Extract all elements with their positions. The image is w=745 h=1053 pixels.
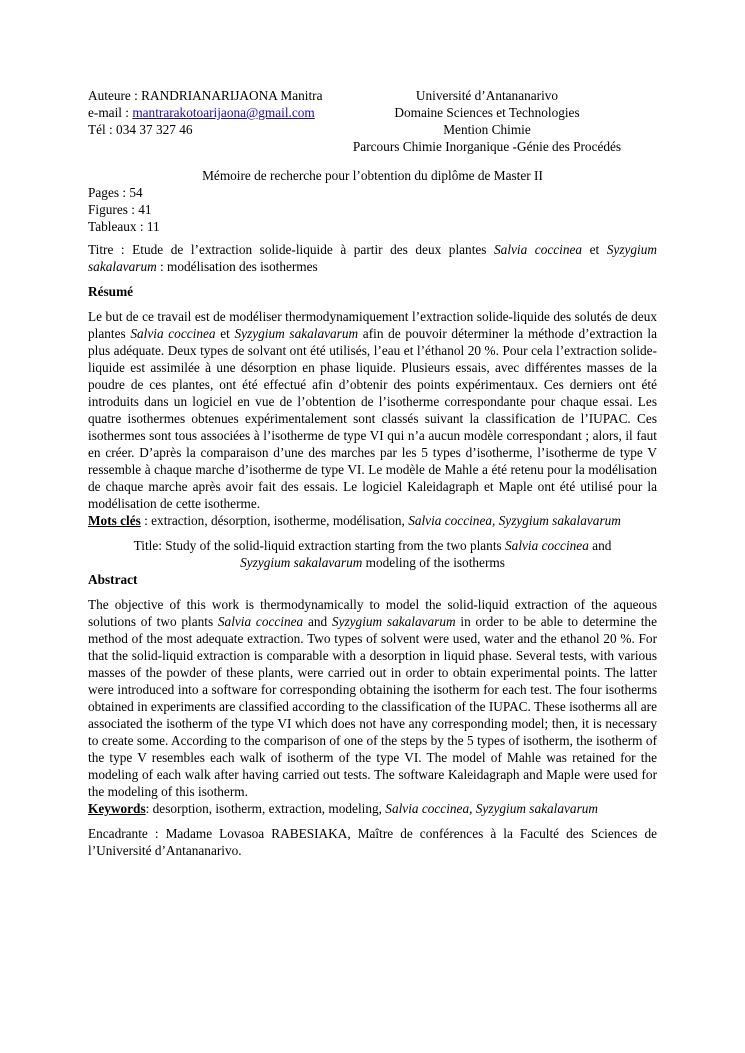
- encadrante: Encadrante : Madame Lovasoa RABESIAKA, Maître de conférences à la Faculté des Sciences de l’Université d’Antananarivo.: [88, 826, 657, 858]
- abstract-heading: Abstract: [88, 572, 138, 587]
- parcours-line: Parcours Chimie Inorganique -Génie des Procédés: [352, 139, 622, 154]
- author-line: Auteure : RANDRIANARIJAONA Manitra: [88, 88, 323, 103]
- keywords-label: Keywords: [88, 801, 146, 816]
- institution-block: [337, 87, 637, 155]
- resume-heading: Résumé: [88, 284, 134, 299]
- title-en-plant1: Salvia coccinea: [505, 538, 589, 553]
- stats-block: [88, 184, 657, 235]
- abstract-plant1: Salvia coccinea: [217, 614, 304, 629]
- titre-fr-and: et: [582, 242, 607, 257]
- title-en-prefix: Title: Study of the solid-liquid extraction starting from the two plants: [133, 538, 506, 553]
- abstract-text: [88, 596, 657, 800]
- email-label: e-mail :: [88, 105, 133, 120]
- mention-line: Mention Chimie: [443, 122, 531, 137]
- resume-p2: afin de pouvoir déterminer la méthode d’extraction la plus adéquate. Deux types de solvant ont été utilisés, l’eau et l’éthanol 20 %. Pour cela l’extraction solide-liquide est assimilée à une désorption en phase liquide. Plusieurs essais, avec différentes masses de la poudre de ces plantes, ont été effectué afin d’obtenir des points expérimentaux. Ces derniers ont été introduits dans un logiciel en vue de l’obtention de l’isotherme correspondante pour chaque essai. Les quatre isothermes obtenues expérimentalement sont classés suivant la classification de l’IUPAC. Ces isothermes sont tous associées à l’isotherme de type VI qui n’a aucun modèle correspondant ; alors, il faut en créer. D’après la comparaison d’une des marches par les 5 types d’isotherme, l’isotherme de type V ressemble à chaque marche d’isotherme de type VI. Le modèle de Mahle a été retenu pour la modélisation de chaque marche après avoir fait des essais. Le logiciel Kaleidagraph et Maple ont été utilisé pour la modélisation de cette isotherme.: [88, 326, 657, 511]
- memoire-line: Mémoire de recherche pour l’obtention du diplôme de Master II: [202, 168, 543, 183]
- resume-text: [88, 308, 657, 512]
- header: [88, 87, 657, 157]
- title-en-and: and: [588, 538, 612, 553]
- resume-p1: Le but de ce travail est de modéliser thermodynamiquement l’extraction solide-liquide des solutés de deux plantes: [88, 309, 657, 341]
- titre-fr-suffix: : modélisation des isothermes: [156, 259, 318, 274]
- document-body: [88, 167, 657, 859]
- mots-cles-list: : extraction, désorption, isotherme, modélisation,: [140, 513, 409, 528]
- mots-cles: [88, 512, 657, 529]
- titre-fr: [88, 241, 657, 275]
- resume-plant2: Syzygium sakalavarum: [234, 326, 359, 341]
- keywords: [88, 800, 657, 817]
- email-link[interactable]: mantrarakotoarijaona@gmail.com: [132, 105, 315, 120]
- figures-count: Figures : 41: [88, 202, 152, 217]
- resume-plant1: Salvia coccinea: [130, 326, 216, 341]
- abstract-p1: The objective of this work is thermodynamically to model the solid-liquid extraction of the aqueous solutions of two plants: [88, 597, 657, 629]
- domain-line: Domaine Sciences et Technologies: [394, 105, 580, 120]
- titre-fr-prefix: Titre : Etude de l’extraction solide-liquide à partir des deux plantes: [88, 242, 495, 257]
- mots-cles-plants: Salvia coccinea, Syzygium sakalavarum: [408, 513, 621, 528]
- mots-cles-label: Mots clés: [88, 513, 141, 528]
- tableaux-count: Tableaux : 11: [88, 219, 160, 234]
- title-en-plant2: Syzygium sakalavarum: [240, 555, 363, 570]
- abstract-plant2: Syzygium sakalavarum: [331, 614, 456, 629]
- resume-and: et: [215, 326, 235, 341]
- title-en: [88, 537, 657, 571]
- title-en-suffix: modeling of the isotherms: [362, 555, 505, 570]
- phone-line: Tél : 034 37 327 46: [88, 122, 193, 137]
- university-line: Université d’Antananarivo: [415, 88, 559, 103]
- titre-fr-plant2: Syzygium sakalavarum: [88, 242, 657, 274]
- keywords-plants: Salvia coccinea, Syzygium sakalavarum: [385, 801, 598, 816]
- abstract-and: and: [303, 614, 332, 629]
- titre-fr-plant1: Salvia coccinea: [494, 242, 583, 257]
- abstract-p2: in order to be able to determine the method of the most adequate extraction. Two types of solvent were used, water and the ethanol 20 %. For that the solid-liquid extraction is comparable with a desorption in liquid phase. Several tests, with various masses of the powder of these plants, were carried out in order to obtain experimental points. The latter were introduced into a software for corresponding obtaining the isotherm for each test. The four isotherms obtained in experiments are classified according to the classification of the IUPAC. These isotherms all are associated the isotherm of the type VI which does not have any corresponding model; then, it is necessary to create some. According to the comparison of one of the steps by the 5 types of isotherm, the isotherm of the type V resembles each walk of isotherm of the type VI. The model of Mahle was retained for the modeling of each walk after having carried out tests. The software Kaleidagraph and Maple were used for the modeling of this isotherm.: [88, 614, 657, 799]
- keywords-list: : desorption, isotherm, extraction, modeling,: [145, 801, 386, 816]
- pages-count: Pages : 54: [88, 185, 143, 200]
